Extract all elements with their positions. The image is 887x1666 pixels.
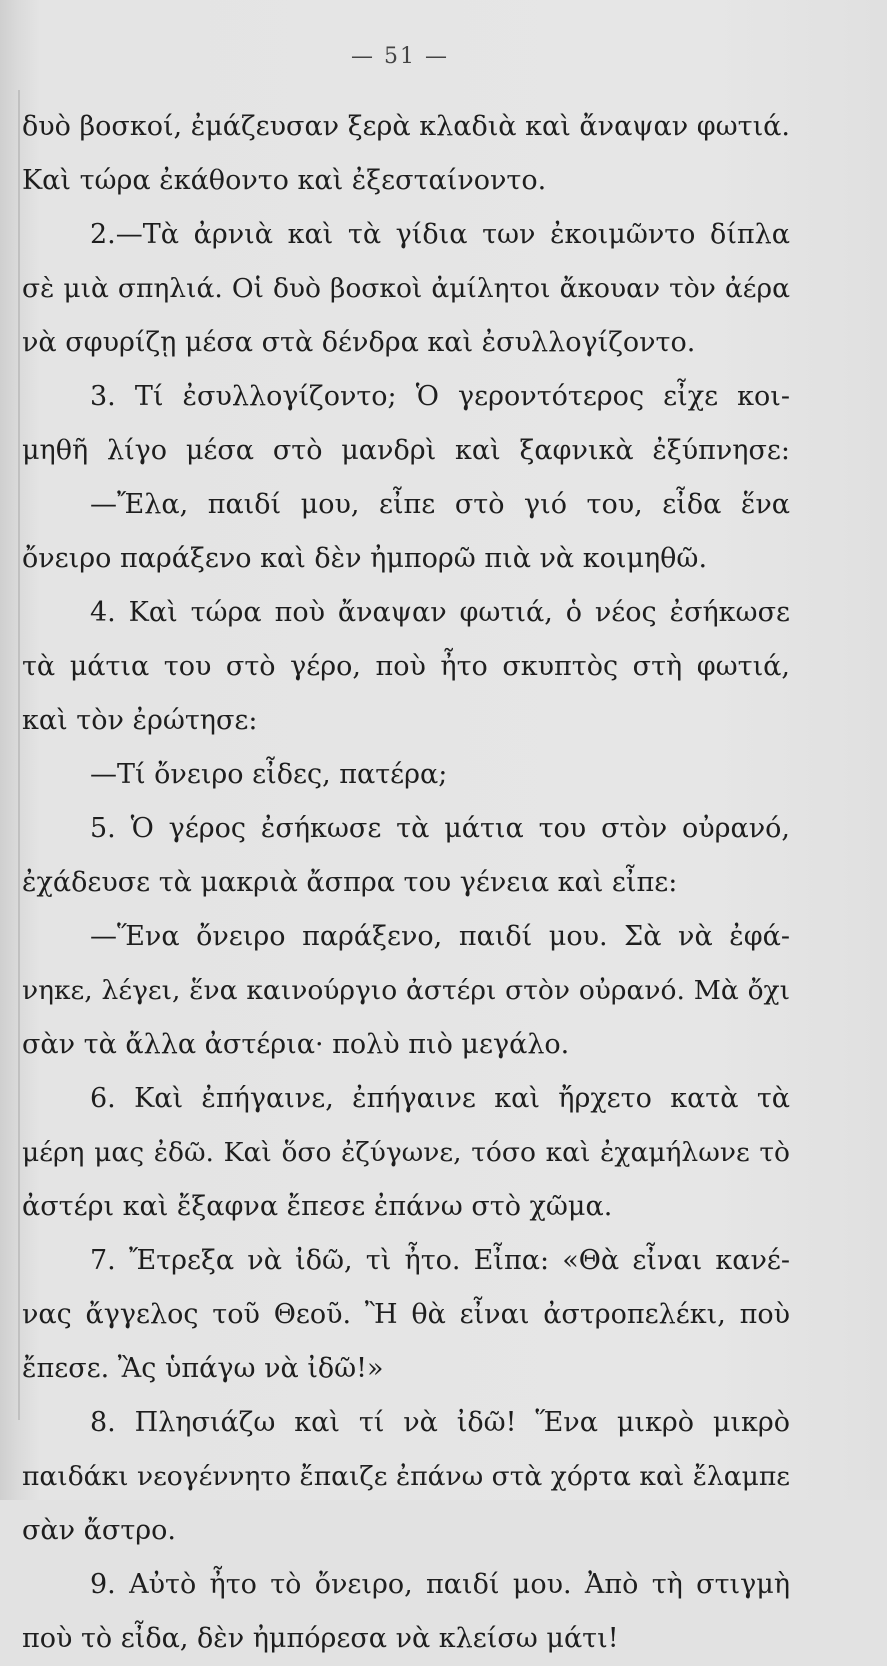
text-line: ποὺ τὸ εἶδα, δὲν ἠμπόρεσα νὰ κλείσω μάτι! (22, 1623, 619, 1654)
text-line: καὶ τὸν ἐρώτησε: (22, 705, 258, 736)
text-line: ἀστέρι καὶ ἔξαφνα ἔπεσε ἐπάνω στὸ χῶμα. (22, 1191, 613, 1222)
text-line: 4. Καὶ τώρα ποὺ ἄναψαν φωτιά, ὁ νέος ἐσήκωσε (90, 597, 790, 628)
text-line: 2.—Τὰ ἀρνιὰ καὶ τὰ γίδια των ἐκοιμῶντο δίπλα (90, 219, 790, 250)
text-line: τὰ μάτια του στὸ γέρο, ποὺ ἦτο σκυπτὸς στὴ φωτιά, (22, 651, 790, 682)
text-line: 6. Καὶ ἐπήγαινε, ἐπήγαινε καὶ ἤρχετο κατὰ τὰ (90, 1083, 790, 1114)
text-line: νηκε, λέγει, ἕνα καινούργιο ἀστέρι στὸν οὐρανό. Μὰ ὄχι (22, 975, 790, 1006)
text-line: 7. Ἔτρεξα νὰ ἰδῶ, τὶ ἦτο. Εἶπα: «Θὰ εἶναι κανέ- (90, 1245, 790, 1276)
text-line: ἔπεσε. Ἂς ὑπάγω νὰ ἰδῶ!» (22, 1353, 384, 1384)
text-line: 9. Αὐτὸ ἦτο τὸ ὄνειρο, παιδί μου. Ἀπὸ τὴ στιγμὴ (90, 1569, 790, 1600)
text-line: σὰν ἄστρο. (22, 1515, 176, 1546)
text-line: 5. Ὁ γέρος ἐσήκωσε τὰ μάτια του στὸν οὐρανό, (90, 813, 790, 844)
text-line: ἐχάδευσε τὰ μακριὰ ἄσπρα του γένεια καὶ εἶπε: (22, 867, 678, 898)
text-line: ὄνειρο παράξενο καὶ δὲν ἠμπορῶ πιὰ νὰ κοιμηθῶ. (22, 543, 708, 574)
text-line: 3. Τί ἐσυλλογίζοντο; Ὁ γεροντότερος εἶχε κοι- (90, 381, 790, 412)
text-line: σὲ μιὰ σπηλιά. Οἱ δυὸ βοσκοὶ ἀμίλητοι ἄκουαν τὸν ἀέρα (22, 273, 790, 304)
text-line: δυὸ βοσκοί, ἐμάζευσαν ξερὰ κλαδιὰ καὶ ἄναψαν φωτιά. (22, 111, 790, 142)
text-line: Καὶ τώρα ἐκάθοντο καὶ ἐξεσταίνοντο. (22, 165, 547, 196)
text-line: —Τί ὄνειρο εἶδες, πατέρα; (90, 759, 448, 790)
page-fold-shadow (18, 90, 20, 1420)
text-line: —Ἔλα, παιδί μου, εἶπε στὸ γιό του, εἶδα ἕνα (90, 489, 790, 520)
text-line: παιδάκι νεογέννητο ἔπαιζε ἐπάνω στὰ χόρτα καὶ ἔλαμπε (22, 1461, 790, 1492)
text-line: νὰ σφυρίζῃ μέσα στὰ δένδρα καὶ ἐσυλλογίζοντο. (22, 327, 696, 358)
text-line: —Ἕνα ὄνειρο παράξενο, παιδί μου. Σὰ νὰ ἐφά- (90, 921, 790, 952)
page-number: — 51 — (351, 44, 449, 69)
text-line: σὰν τὰ ἄλλα ἀστέρια· πολὺ πιὸ μεγάλο. (22, 1029, 570, 1060)
text-line: νας ἄγγελος τοῦ Θεοῦ. Ἢ θὰ εἶναι ἀστροπελέκι, ποὺ (22, 1299, 790, 1330)
text-line: 8. Πλησιάζω καὶ τί νὰ ἰδῶ! Ἕνα μικρὸ μικρὸ (90, 1407, 790, 1438)
text-line: μηθῆ λίγο μέσα στὸ μανδρὶ καὶ ξαφνικὰ ἐξύπνησε: (22, 435, 790, 466)
text-body (22, 100, 790, 1666)
text-line: μέρη μας ἐδῶ. Καὶ ὅσο ἐζύγωνε, τόσο καὶ ἐχαμήλωνε τὸ (22, 1137, 790, 1168)
